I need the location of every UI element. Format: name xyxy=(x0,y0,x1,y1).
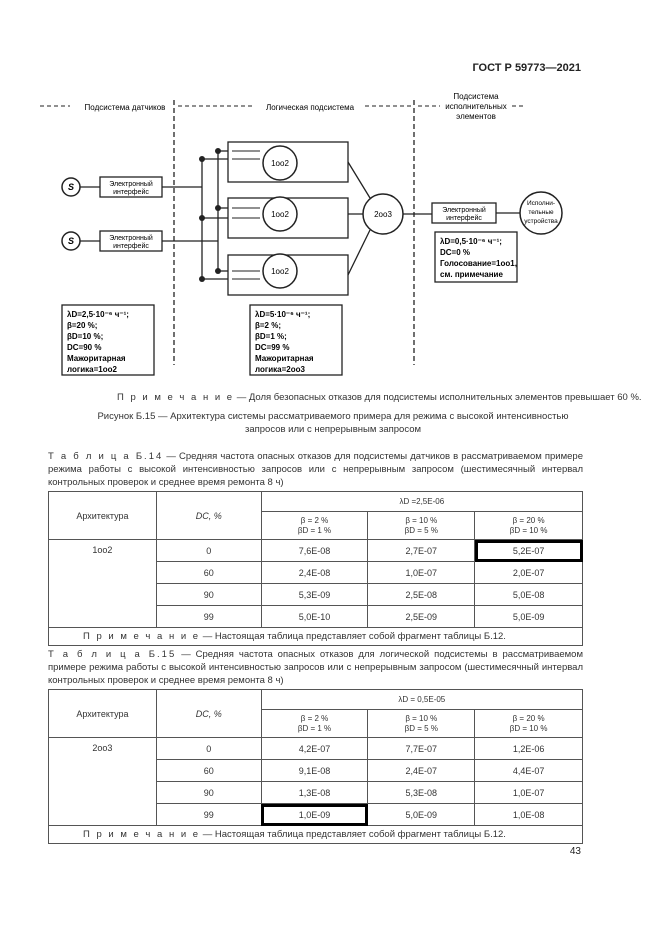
table-row: 99 5,0E-10 2,5E-09 5,0E-09 xyxy=(49,606,583,628)
col-dc: DC, % xyxy=(156,690,261,738)
svg-text:интерфейс: интерфейс xyxy=(113,189,149,196)
figure-caption-1: Рисунок Б.15 — Архитектура системы рассматриваемого примера для режима с высокой интенсивностью xyxy=(97,411,569,422)
svg-text:S: S xyxy=(67,182,75,192)
svg-text:Исполни-: Исполни- xyxy=(526,200,556,207)
lambda-header: λD =2,5E-06 xyxy=(261,492,582,512)
table15 xyxy=(48,689,583,844)
table15-caption: Т а б л и ц а Б.15 — Средняя частота опасных отказов для логической подсистемы в рассматриваемом примере режима работы с высокой интенсивностью запросов или с непрерывным запросом (шестимесячный интервал контрольных проверок и среднее время ремонта 8 ч) xyxy=(48,649,583,686)
table-row: 1oo2 0 7,6E-08 2,7E-07 5,2E-07 xyxy=(49,540,583,562)
svg-text:β=20 %;: β=20 %; xyxy=(67,321,98,330)
figure-caption-2: запросов или с непрерывным запросом xyxy=(244,424,422,435)
svg-text:Мажоритарная: Мажоритарная xyxy=(67,354,126,363)
page-number: 43 xyxy=(569,846,581,857)
svg-text:Электронный: Электронный xyxy=(109,235,153,242)
table-row: 99 1,0E-09 5,0E-09 1,0E-08 xyxy=(49,804,583,826)
figure-note: П р и м е ч а н и е — Доля безопасных отказов для подсистемы исполнительных элементов превышает 60 %. xyxy=(117,392,642,403)
svg-text:βD=1 %;: βD=1 %; xyxy=(255,332,287,341)
col-architecture: Архитектура xyxy=(49,690,157,738)
logic-channel-2 xyxy=(199,197,348,238)
beta-header: β = 10 % βD = 5 % xyxy=(368,710,475,738)
svg-text:логика=1oo2: логика=1oo2 xyxy=(67,365,117,374)
svg-text:логика=2oo3: логика=2oo3 xyxy=(255,365,305,374)
final-subsystem-title-2: исполнительных xyxy=(445,102,507,111)
architecture-cell: 1oo2 xyxy=(49,540,157,628)
highlighted-value: 5,2E-07 xyxy=(475,540,583,562)
svg-text:1oo2: 1oo2 xyxy=(271,159,289,168)
table14-caption: Т а б л и ц а Б.14 — Средняя частота опасных отказов для подсистемы датчиков в рассматриваемом примере режима работы с высокой интенсивностью запросов или с непрерывным запросом (шестимесячный интервал контрольных проверок и среднее время ремонта 8 ч) xyxy=(48,451,583,488)
col-dc: DC, % xyxy=(156,492,261,540)
table-row: 60 9,1E-08 2,4E-07 4,4E-07 xyxy=(49,760,583,782)
table14-note: П р и м е ч а н и е — Настоящая таблица представляет собой фрагмент таблицы Б.12. xyxy=(49,628,583,646)
table-row: 90 5,3E-09 2,5E-08 5,0E-08 xyxy=(49,584,583,606)
final-subsystem-title-3: элементов xyxy=(456,112,496,121)
svg-text:λD=0,5·10⁻⁶ ч⁻¹;: λD=0,5·10⁻⁶ ч⁻¹; xyxy=(440,237,502,246)
beta-header: β = 20 % βD = 10 % xyxy=(475,512,583,540)
svg-text:DC=0 %: DC=0 % xyxy=(440,248,471,257)
table15-note: П р и м е ч а н и е — Настоящая таблица представляет собой фрагмент таблицы Б.12. xyxy=(49,826,583,844)
lambda-header: λD = 0,5E-05 xyxy=(261,690,582,710)
svg-text:β=2 %;: β=2 %; xyxy=(255,321,282,330)
logic-channel-1 xyxy=(199,142,348,182)
beta-header: β = 2 % βD = 1 % xyxy=(261,710,368,738)
svg-text:DC=90 %: DC=90 % xyxy=(67,343,102,352)
svg-text:2oo3: 2oo3 xyxy=(374,210,392,219)
svg-text:S: S xyxy=(67,236,75,246)
beta-header: β = 20 % βD = 10 % xyxy=(475,710,583,738)
architecture-diagram xyxy=(40,90,600,390)
svg-text:DC=99 %: DC=99 % xyxy=(255,343,290,352)
svg-text:βD=10 %;: βD=10 %; xyxy=(67,332,104,341)
svg-text:интерфейс: интерфейс xyxy=(446,215,482,222)
svg-text:Электронный: Электронный xyxy=(442,207,486,214)
logic-subsystem-title: Логическая подсистема xyxy=(265,103,355,112)
svg-text:λD=5·10⁻⁶ ч⁻¹;: λD=5·10⁻⁶ ч⁻¹; xyxy=(255,310,311,319)
beta-header: β = 2 % βD = 1 % xyxy=(261,512,368,540)
logic-channel-3 xyxy=(199,254,348,295)
svg-text:см. примечание: см. примечание xyxy=(440,270,503,279)
highlighted-value: 1,0E-09 xyxy=(261,804,368,826)
beta-header: β = 10 % βD = 5 % xyxy=(368,512,475,540)
col-architecture: Архитектура xyxy=(49,492,157,540)
sensor-subsystem-title: Подсистема датчиков xyxy=(84,103,166,112)
svg-text:Электронный: Электронный xyxy=(109,181,153,188)
svg-text:интерфейс: интерфейс xyxy=(113,243,149,250)
table14 xyxy=(48,491,583,646)
svg-text:устройства: устройства xyxy=(524,218,558,225)
table-row: 90 1,3E-08 5,3E-08 1,0E-07 xyxy=(49,782,583,804)
svg-text:Мажоритарная: Мажоритарная xyxy=(255,354,314,363)
final-subsystem-title-1: Подсистема xyxy=(453,92,499,101)
svg-text:λD=2,5·10⁻⁶ ч⁻¹;: λD=2,5·10⁻⁶ ч⁻¹; xyxy=(67,310,129,319)
svg-text:1oo2: 1oo2 xyxy=(271,267,289,276)
svg-text:тельные: тельные xyxy=(528,209,554,216)
architecture-cell: 2oo3 xyxy=(49,738,157,826)
svg-text:1oo2: 1oo2 xyxy=(271,210,289,219)
svg-text:Голосование=1oo1,: Голосование=1oo1, xyxy=(440,259,517,268)
table-row: 60 2,4E-08 1,0E-07 2,0E-07 xyxy=(49,562,583,584)
document-number: ГОСТ Р 59773—2021 xyxy=(472,62,581,74)
table-row: 2oo3 0 4,2E-07 7,7E-07 1,2E-06 xyxy=(49,738,583,760)
